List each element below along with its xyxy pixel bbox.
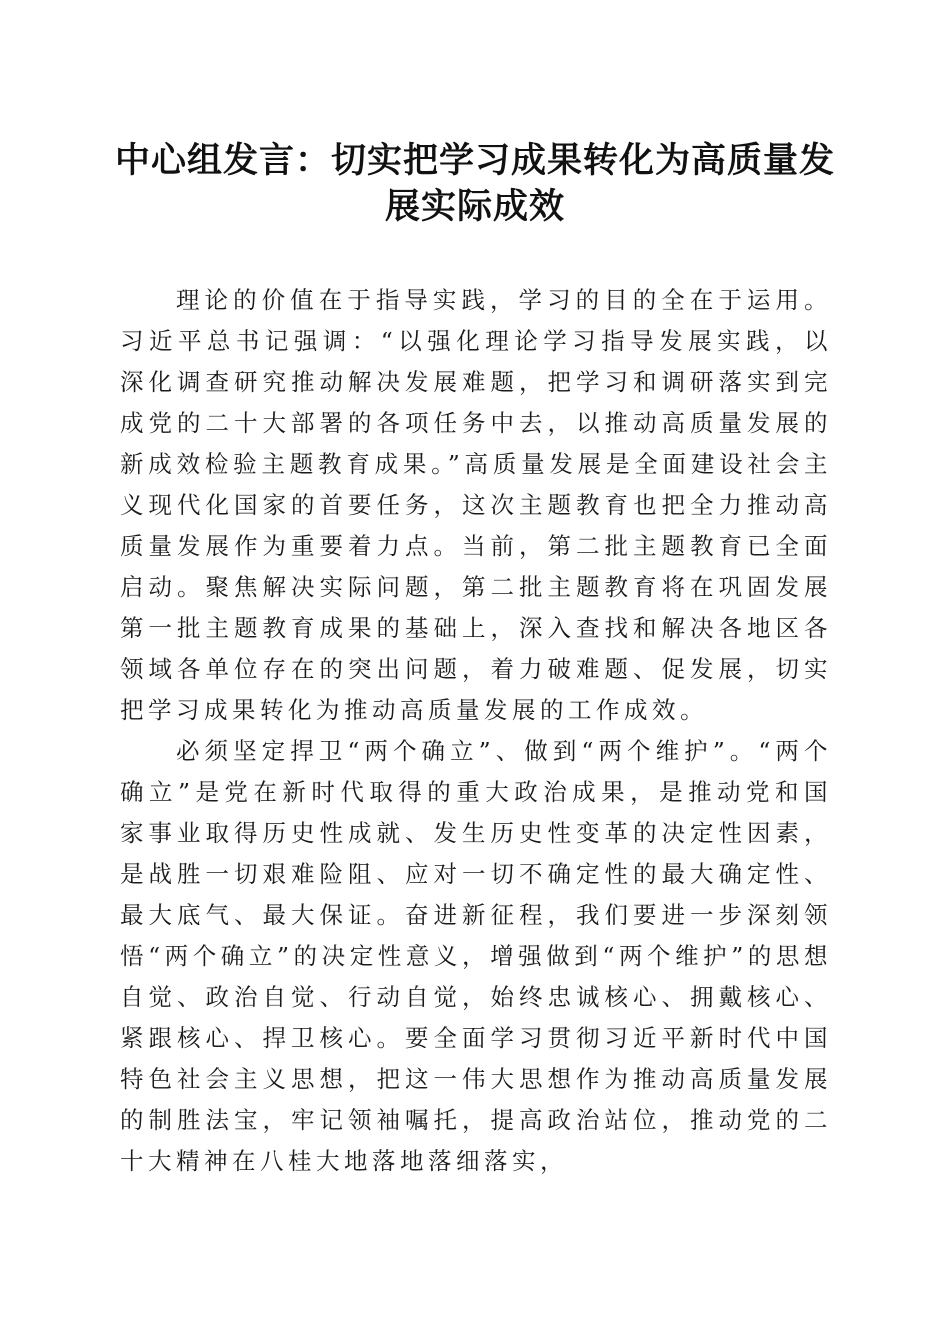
paragraph-1: 理论的价值在于指导实践，学习的目的全在于运用。习近平总书记强调：“以强化理论学习指导发展实践，以深化调查研究推动解决发展难题，把学习和调研落实到完成党的二十大部署的各项任务中去，以推动高质量发展的新成效检验主题教育成果。”高质量发展是全面建设社会主义现代化国家的首要任务，这次主题教育也把全力推动高质量发展作为重要着力点。当前，第二批主题教育已全面启动。聚焦解决实际问题，第二批主题教育将在巩固发展第一批主题教育成果的基础上，深入查找和解决各地区各领域各单位存在的突出问题，着力破难题、促发展，切实把学习成果转化为推动高质量发展的工作成效。 bbox=[120, 286, 832, 724]
paragraph-2: 必须坚定捍卫“两个确立”、做到“两个维护”。“两个确立”是党在新时代取得的重大政治成果，是推动党和国家事业取得历史性成就、发生历史性变革的决定性因素，是战胜一切艰难险阻、应对一切不确定性的最大确定性、最大底气、最大保证。奋进新征程，我们要进一步深刻领悟“两个确立”的决定性意义，增强做到“两个维护”的思想自觉、政治自觉、行动自觉，始终忠诚核心、拥戴核心、紧跟核心、捍卫核心。要全面学习贯彻习近平新时代中国特色社会主义思想，把这一伟大思想作为推动高质量发展的制胜法宝，牢记领袖嘱托，提高政治站位，推动党的二十大精神在八桂大地落地落细落实， bbox=[120, 737, 832, 1175]
document-title: 中心组发言：切实把学习成果转化为高质量发展实际成效 bbox=[114, 140, 835, 227]
document-body bbox=[120, 280, 832, 1182]
